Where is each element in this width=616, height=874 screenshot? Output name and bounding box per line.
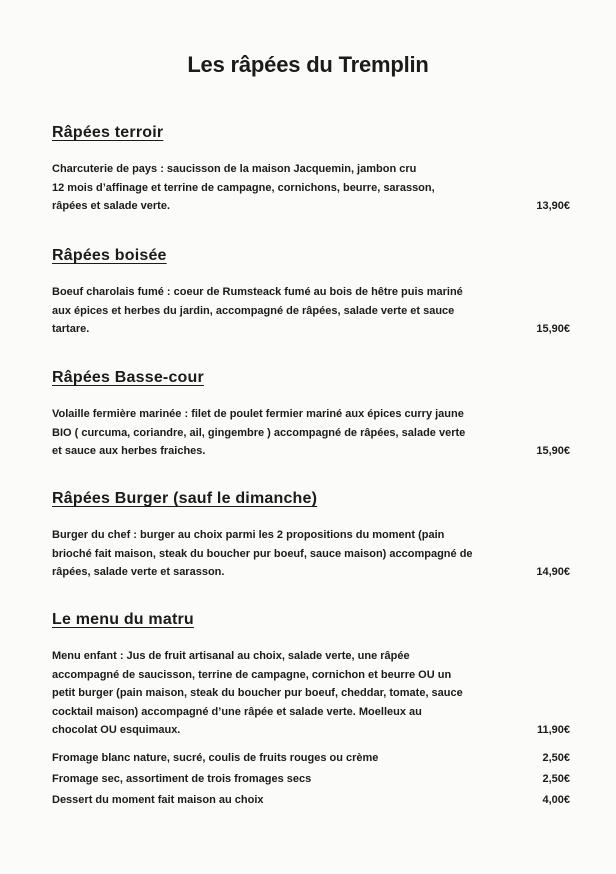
extras-list — [52, 748, 570, 811]
section-title: Râpées terroir — [52, 124, 164, 141]
price: 15,90€ — [536, 445, 570, 457]
section-description — [52, 405, 570, 461]
description-line: râpées et salade verte. — [52, 200, 171, 212]
section-title: Râpées Burger (sauf le dimanche) — [52, 490, 318, 507]
description-line: Menu enfant : Jus de fruit artisanal au choix, salade verte, une râpée — [52, 650, 410, 662]
extra-item — [52, 790, 570, 811]
description-line: petit burger (pain maison, steak du boucher pur boeuf, cheddar, tomate, sauce — [52, 687, 463, 699]
description-line: Volaille fermière marinée : filet de poulet fermier mariné aux épices curry jaune — [52, 408, 464, 420]
menu-section — [52, 247, 570, 339]
price: 15,90€ — [536, 323, 570, 335]
extra-item — [52, 748, 570, 769]
description-line: Charcuterie de pays : saucisson de la maison Jacquemin, jambon cru — [52, 163, 417, 175]
price: 11,90€ — [536, 724, 570, 736]
description-line: 12 mois d’affinage et terrine de campagne, cornichons, beurre, sarasson, — [52, 181, 435, 194]
description-line: cocktail maison) accompagné d’une râpée et salade verte. Moelleux au — [52, 705, 422, 718]
description-line: Boeuf charolais fumé : coeur de Rumsteack fumé au bois de hêtre puis mariné — [52, 286, 463, 298]
description-line: et sauce aux herbes fraiches. — [52, 445, 206, 457]
extra-price: 2,50€ — [542, 773, 570, 785]
section-title: Râpées boisée — [52, 247, 167, 264]
extra-label: Dessert du moment fait maison au choix — [52, 794, 264, 806]
section-title: Râpées Basse-cour — [52, 369, 204, 386]
menu-section — [52, 611, 570, 740]
description-line: Burger du chef : burger au choix parmi les 2 propositions du moment (pain — [52, 529, 445, 541]
description-line: accompagné de saucisson, terrine de campagne, cornichon et beurre OU un — [52, 668, 452, 681]
description-line: tartare. — [52, 323, 90, 335]
section-description — [52, 647, 570, 740]
extra-label: Fromage sec, assortiment de trois fromages secs — [52, 773, 312, 785]
menu-section — [52, 124, 570, 216]
extra-price: 2,50€ — [542, 752, 570, 764]
description-line: râpées, salade verte et sarasson. — [52, 566, 225, 578]
extra-item — [52, 769, 570, 790]
description-line: BIO ( curcuma, coriandre, ail, gingembre ) accompagné de râpées, salade verte — [52, 426, 466, 439]
menu-title: Les râpées du Tremplin — [187, 52, 429, 77]
section-description — [52, 160, 570, 216]
price: 14,90€ — [536, 566, 570, 578]
section-description — [52, 283, 570, 339]
price: 13,90€ — [536, 200, 570, 212]
menu-section — [52, 490, 570, 582]
description-line: aux épices et herbes du jardin, accompagné de râpées, salade verte et sauce — [52, 304, 455, 317]
description-line: brioché fait maison, steak du boucher pur boeuf, sauce maison) accompagné de — [52, 547, 473, 560]
section-title: Le menu du matru — [52, 611, 194, 628]
section-description — [52, 526, 570, 582]
menu-section — [52, 369, 570, 461]
extra-label: Fromage blanc nature, sucré, coulis de fruits rouges ou crème — [52, 752, 379, 764]
extra-price: 4,00€ — [542, 794, 570, 806]
description-line: chocolat OU esquimaux. — [52, 724, 181, 736]
